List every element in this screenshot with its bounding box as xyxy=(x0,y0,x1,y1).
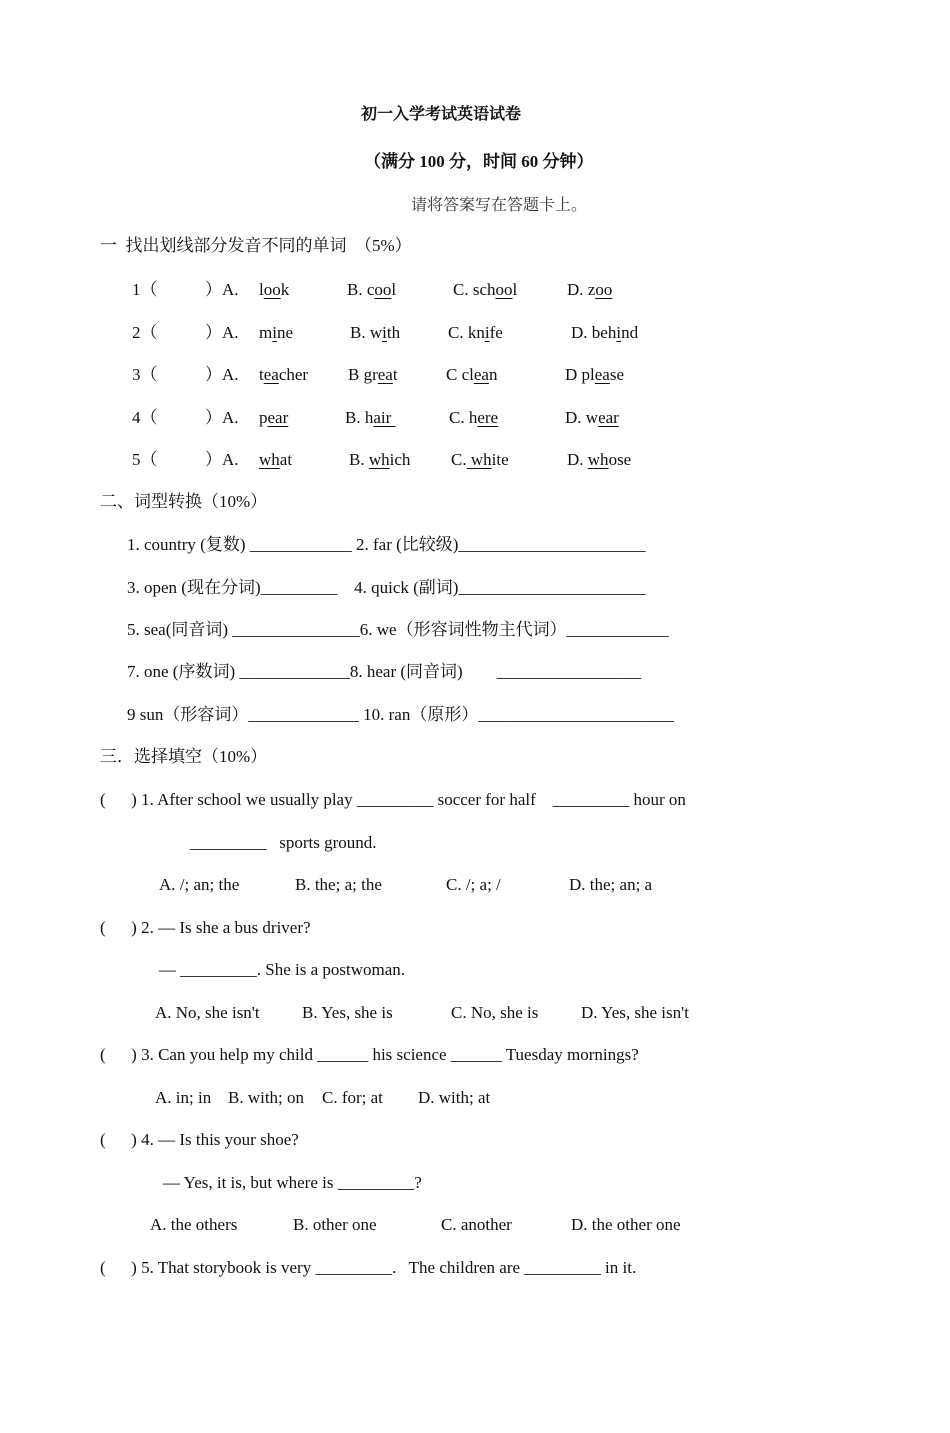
section1-heading: 一 找出划线部分发音不同的单词 （5%） xyxy=(100,236,412,255)
underlined-sound: oo xyxy=(495,280,513,299)
option-a xyxy=(259,281,289,298)
option-text: th xyxy=(386,323,401,342)
option-text: k xyxy=(280,280,290,299)
underlined-sound: wh xyxy=(368,450,390,469)
option-d xyxy=(571,324,638,341)
option-text: ite xyxy=(491,450,509,469)
answer-paren: ）A. xyxy=(205,280,239,299)
choice-c: C. another xyxy=(441,1215,512,1234)
option-text: D pl xyxy=(565,365,595,384)
option-b xyxy=(350,324,400,341)
underlined-sound: oo xyxy=(263,280,281,299)
question-number: 1（ xyxy=(132,280,158,299)
option-a xyxy=(259,324,293,341)
option-b xyxy=(349,451,410,468)
option-text: C. sch xyxy=(453,280,496,299)
option-d xyxy=(565,366,624,383)
option-text: ich xyxy=(389,450,411,469)
option-c xyxy=(446,366,497,383)
underlined-sound: wh xyxy=(259,450,280,469)
instruction-text: 请将答案写在答题卡上。 xyxy=(411,195,588,214)
answer-paren: ）A. xyxy=(205,323,239,342)
underlined-sound: i xyxy=(272,323,277,342)
question-continuation: — _________. She is a postwoman. xyxy=(159,960,406,979)
underlined-sound: ea xyxy=(473,365,489,384)
option-text: D. xyxy=(567,450,588,469)
choice-d: D. with; at xyxy=(418,1088,491,1107)
choice-c: C. No, she is xyxy=(451,1003,539,1022)
answer-paren: ）A. xyxy=(205,450,239,469)
choice-b: B. Yes, she is xyxy=(302,1003,393,1022)
question-stem: ( ) 2. — Is she a bus driver? xyxy=(100,918,311,937)
section3-heading: 三．选择填空（10%） xyxy=(100,747,268,766)
option-b xyxy=(347,281,396,298)
question-stem: ( ) 3. Can you help my child ______ his science ______ Tuesday mornings? xyxy=(100,1045,639,1064)
underlined-sound: i xyxy=(484,323,490,342)
choice-b: B. the; a; the xyxy=(295,875,382,894)
underlined-sound: ea xyxy=(594,365,610,384)
option-text: se xyxy=(609,365,625,384)
choice-a: A. No, she isn't xyxy=(155,1003,260,1022)
word-form-item: 7. one (序数词) _____________8. hear (同音词) _________________ xyxy=(127,662,642,681)
page-title: 初一入学考试英语试卷 xyxy=(361,106,522,123)
underlined-sound: ea xyxy=(377,365,393,384)
choice-c: C. for; at xyxy=(322,1088,383,1107)
option-text: l xyxy=(259,280,264,299)
question-number: 2（ xyxy=(132,323,158,342)
page-subtitle: （满分 100 分，时间 60 分钟） xyxy=(364,152,594,171)
underlined-sound: ere xyxy=(477,408,499,427)
option-text: B gr xyxy=(348,365,378,384)
option-text: cher xyxy=(278,365,309,384)
question-number: 3（ xyxy=(132,365,158,384)
option-text: t xyxy=(392,365,398,384)
choice-d: D. Yes, she isn't xyxy=(581,1003,689,1022)
option-a xyxy=(259,409,288,426)
option-text: ne xyxy=(276,323,294,342)
option-d xyxy=(567,281,612,298)
option-c xyxy=(451,451,509,468)
underlined-sound: i xyxy=(616,323,622,342)
option-text: l xyxy=(512,280,518,299)
answer-paren: ）A. xyxy=(205,365,239,384)
option-text: B. w xyxy=(350,323,383,342)
option-text: D. beh xyxy=(571,323,617,342)
option-b xyxy=(345,409,396,426)
underlined-sound: wh xyxy=(466,450,492,469)
choice-a: A. the others xyxy=(150,1215,238,1234)
option-text: at xyxy=(279,450,293,469)
word-form-item: 1. country (复数) ____________ 2. far (比较级)______________________ xyxy=(127,535,646,554)
question-stem: ( ) 4. — Is this your shoe? xyxy=(100,1130,299,1149)
answer-paren: ）A. xyxy=(205,408,239,427)
choice-b: B. with; on xyxy=(228,1088,305,1107)
option-text: B. h xyxy=(345,408,374,427)
option-text: C cl xyxy=(446,365,474,384)
option-text: m xyxy=(259,323,273,342)
choice-b: B. other one xyxy=(293,1215,377,1234)
choice-c: C. /; a; / xyxy=(446,875,501,894)
underlined-sound: ear xyxy=(267,408,289,427)
option-b xyxy=(348,366,398,383)
option-text: n xyxy=(488,365,498,384)
underlined-sound: i xyxy=(382,323,387,342)
option-text: l xyxy=(391,280,397,299)
option-text: fe xyxy=(489,323,503,342)
option-text: C. xyxy=(451,450,467,469)
question-number: 5（ xyxy=(132,450,158,469)
option-a xyxy=(259,451,292,468)
option-text: C. kn xyxy=(448,323,485,342)
option-text: ose xyxy=(608,450,632,469)
option-text: B. xyxy=(349,450,369,469)
option-text: t xyxy=(259,365,264,384)
choice-d: D. the other one xyxy=(571,1215,681,1234)
underlined-sound: oo xyxy=(374,280,392,299)
word-form-item: 3. open (现在分词)_________ 4. quick (副词)______________________ xyxy=(127,578,646,597)
question-continuation: — Yes, it is, but where is _________? xyxy=(163,1173,422,1192)
choice-a: A. /; an; the xyxy=(159,875,240,894)
option-text: C. h xyxy=(449,408,478,427)
option-text: D. w xyxy=(565,408,599,427)
question-number: 4（ xyxy=(132,408,158,427)
option-d xyxy=(565,409,619,426)
option-d xyxy=(567,451,631,468)
section2-heading: 二、词型转换（10%） xyxy=(100,492,268,511)
question-stem: ( ) 5. That storybook is very _________. The children are _________ in it. xyxy=(100,1258,637,1277)
option-a xyxy=(259,366,308,383)
underlined-sound: ear xyxy=(598,408,619,427)
question-continuation: _________ sports ground. xyxy=(190,833,377,852)
choice-d: D. the; an; a xyxy=(569,875,653,894)
option-text: B. c xyxy=(347,280,375,299)
option-c xyxy=(448,324,503,341)
question-stem: ( ) 1. After school we usually play _________ soccer for half _________ hour on xyxy=(100,790,686,809)
choice-a: A. in; in xyxy=(155,1088,212,1107)
option-c xyxy=(449,409,498,426)
option-c xyxy=(453,281,517,298)
option-text: D. z xyxy=(567,280,596,299)
underlined-sound: air xyxy=(373,408,396,427)
underlined-sound: ea xyxy=(263,365,279,384)
word-form-item: 5. sea(同音词) _______________6. we（形容词性物主代词）____________ xyxy=(127,620,669,639)
option-text: p xyxy=(259,408,268,427)
underlined-sound: oo xyxy=(595,280,613,299)
underlined-sound: wh xyxy=(587,450,609,469)
word-form-item: 9 sun（形容词）_____________ 10. ran（原形）_______________________ xyxy=(127,705,674,724)
option-text: nd xyxy=(621,323,639,342)
